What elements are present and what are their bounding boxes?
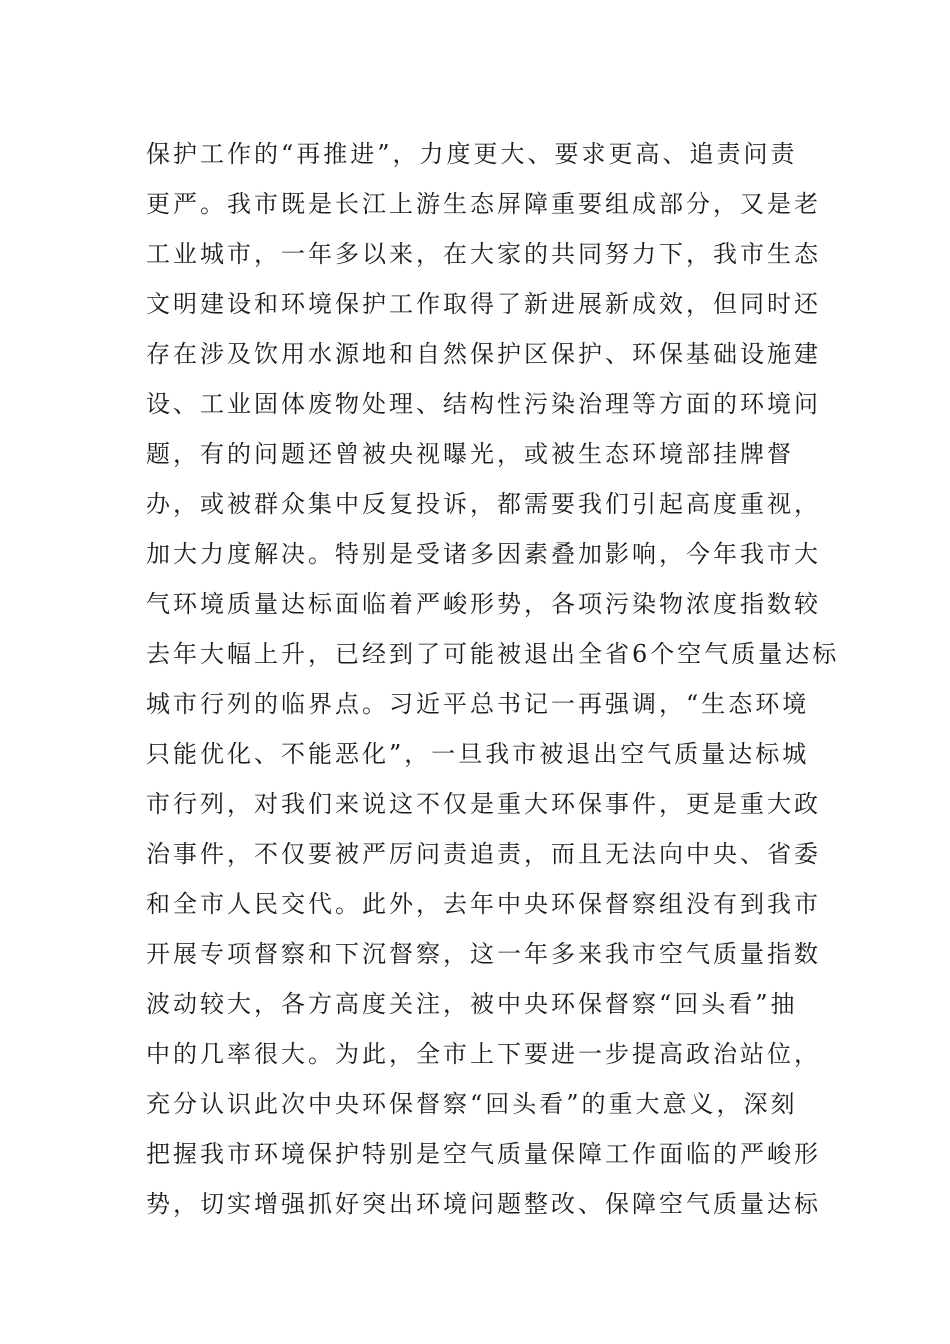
text-line-12: 城市行列的临界点。习近平总书记一再强调，“生态环境 <box>146 690 810 718</box>
text-line-2: 更严。我市既是长江上游生态屏障重要组成部分，又是老 <box>146 190 821 218</box>
body-text <box>146 129 846 1229</box>
text-line-21: 把握我市环境保护特别是空气质量保障工作面临的严峻形 <box>146 1140 821 1168</box>
text-line-16: 和全市人民交代。此外，去年中央环保督察组没有到我市 <box>146 890 821 918</box>
text-line-15: 治事件，不仅要被严厉问责追责，而且无法向中央、省委 <box>146 840 821 868</box>
text-line-11: 去年大幅上升，已经到了可能被退出全省6个空气质量达标 <box>146 640 840 668</box>
text-line-4: 文明建设和环境保护工作取得了新进展新成效，但同时还 <box>146 290 821 318</box>
text-line-20: 充分认识此次中央环保督察“回头看”的重大意义，深刻 <box>146 1090 798 1118</box>
text-line-10: 气环境质量达标面临着严峻形势，各项污染物浓度指数较 <box>146 590 821 618</box>
text-line-5: 存在涉及饮用水源地和自然保护区保护、环保基础设施建 <box>146 340 821 368</box>
text-line-8: 办，或被群众集中反复投诉，都需要我们引起高度重视， <box>146 490 821 518</box>
text-line-18: 波动较大，各方高度关注，被中央环保督察“回头看”抽 <box>146 990 798 1018</box>
text-line-13: 只能优化、不能恶化”，一旦我市被退出空气质量达标城 <box>146 740 810 768</box>
text-line-22: 势，切实增强抓好突出环境问题整改、保障空气质量达标 <box>146 1190 821 1218</box>
text-line-17: 开展专项督察和下沉督察，这一年多来我市空气质量指数 <box>146 940 821 968</box>
text-line-1: 保护工作的“再推进”，力度更大、要求更高、追责问责 <box>146 140 798 168</box>
text-line-19: 中的几率很大。为此，全市上下要进一步提高政治站位， <box>146 1040 821 1068</box>
text-line-6: 设、工业固体废物处理、结构性污染治理等方面的环境问 <box>146 390 821 418</box>
text-line-14: 市行列，对我们来说这不仅是重大环保事件，更是重大政 <box>146 790 821 818</box>
text-line-7: 题，有的问题还曾被央视曝光，或被生态环境部挂牌督 <box>146 440 794 468</box>
text-line-3: 工业城市，一年多以来，在大家的共同努力下，我市生态 <box>146 240 821 268</box>
text-line-9: 加大力度解决。特别是受诸多因素叠加影响，今年我市大 <box>146 540 821 568</box>
